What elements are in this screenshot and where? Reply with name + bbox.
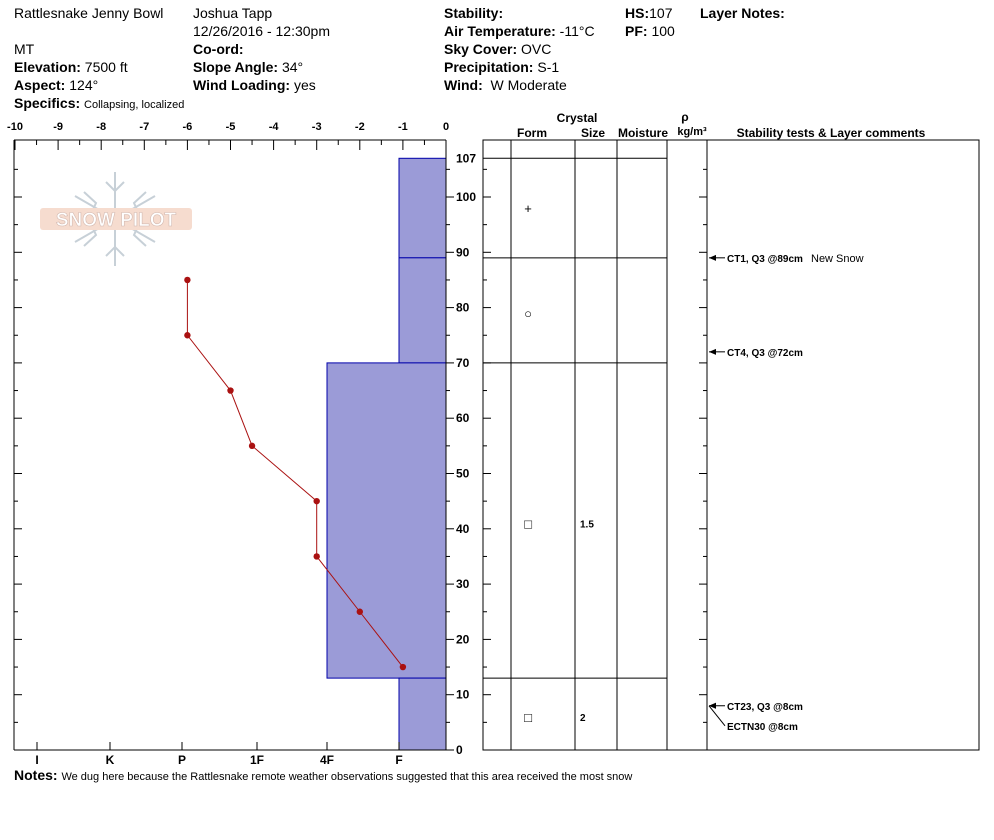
col-moisture: Moisture — [617, 126, 669, 140]
stability-test-label: ECTN30 @8cm — [727, 721, 798, 733]
temp-tick-label: -6 — [182, 121, 193, 133]
height-tick-label: 40 — [456, 521, 470, 536]
col-rho: ρ — [681, 110, 689, 124]
stability-tests — [709, 253, 864, 733]
col-size: Size — [580, 126, 606, 140]
elevation-label: Elevation: — [14, 59, 81, 75]
temperature-ticks — [7, 121, 449, 150]
hardness-label-4F: 4F — [319, 753, 335, 767]
temp-tick-label: 0 — [442, 121, 450, 133]
elevation-value: 7500 ft — [84, 59, 128, 75]
hs-label: HS: — [625, 5, 650, 21]
wind-label: Wind: — [444, 77, 483, 93]
temp-tick-label: -2 — [354, 121, 365, 133]
precip-label: Precipitation: — [444, 59, 534, 75]
temp-tick-label: -8 — [96, 121, 107, 133]
specifics-label: Specifics: — [14, 95, 81, 111]
crystal-form-symbol: □ — [524, 709, 532, 725]
stability-test-label: CT23, Q3 @8cm — [727, 701, 803, 713]
height-tick-label: 0 — [456, 743, 463, 757]
height-tick-label: 90 — [456, 245, 470, 260]
crystal-form-symbol: + — [524, 201, 532, 217]
height-tick-label: 100 — [456, 190, 477, 204]
hardness-label-1F: 1F — [249, 753, 265, 767]
layer-comment: New Snow — [811, 252, 864, 265]
hardness-layer-0 — [399, 158, 446, 258]
hardness-label-I: I — [35, 753, 39, 767]
height-tick-label: 20 — [456, 632, 470, 647]
slope-value: 34° — [281, 59, 304, 75]
temp-tick-label: -7 — [139, 121, 150, 133]
temp-tick-label: -3 — [311, 121, 322, 133]
specifics-value: Collapsing, localized — [84, 99, 185, 111]
arrow-icon — [709, 255, 716, 261]
crystal-form-symbol: ○ — [524, 306, 532, 322]
arrow-icon — [709, 349, 716, 355]
aspect-value: 124° — [69, 77, 99, 93]
slope-label: Slope Angle: — [193, 59, 279, 75]
wind-loading-label: Wind Loading: — [193, 77, 291, 93]
stability-label: Stability: — [444, 5, 504, 21]
observation-datetime: 12/26/2016 - 12:30pm — [193, 23, 330, 39]
aspect-label: Aspect: — [14, 77, 66, 93]
sky-label: Sky Cover: — [444, 41, 518, 57]
col-form: Form — [517, 126, 547, 140]
logo-text: SNOW PILOT — [55, 210, 177, 231]
wind-loading-value: yes — [293, 77, 316, 93]
col-crystal: Crystal — [556, 111, 598, 125]
temp-tick-label: -9 — [53, 121, 63, 133]
col-stability: Stability tests & Layer comments — [736, 126, 926, 140]
layer-table — [483, 140, 979, 750]
observer-name: Joshua Tapp — [193, 5, 273, 21]
temperature-point — [184, 332, 190, 338]
temp-tick-label: -10 — [7, 121, 23, 133]
height-tick-label: 80 — [456, 300, 470, 315]
pf-value: 100 — [651, 23, 675, 39]
temp-tick-label: -1 — [398, 121, 408, 133]
stability-test-pointer — [709, 706, 725, 726]
hardness-label-P: P — [177, 753, 187, 767]
temperature-point — [314, 553, 320, 559]
height-tick-label: 107 — [456, 151, 477, 166]
notes-text: We dug here because the Rattlesnake remote weather observations suggested that this area received the most snow — [61, 771, 633, 783]
sky-value: OVC — [521, 41, 552, 57]
temp-tick-label: -4 — [268, 121, 279, 133]
notes — [14, 767, 632, 785]
coord-label: Co-ord: — [193, 41, 244, 57]
temperature-point — [400, 664, 406, 670]
height-tick-label: 70 — [456, 355, 470, 370]
snowpilot-logo — [40, 172, 192, 266]
hardness-label-K: K — [105, 753, 115, 767]
crystal-symbols — [524, 201, 594, 725]
hardness-layer-2 — [327, 363, 446, 678]
stability-test-label: CT1, Q3 @89cm — [727, 253, 803, 265]
temperature-point — [227, 387, 233, 393]
state: MT — [14, 41, 35, 57]
height-tick-label: 30 — [456, 577, 470, 592]
wind-value: W Moderate — [490, 77, 567, 93]
hs-value: 107 — [649, 5, 673, 21]
height-tick-label: 50 — [456, 466, 470, 481]
hardness-label-F: F — [395, 753, 403, 767]
col-density: kg/m³ — [677, 126, 707, 138]
temperature-point — [184, 277, 190, 283]
height-tick-label: 10 — [456, 687, 470, 702]
temperature-point — [357, 609, 363, 615]
pf-label: PF: — [625, 23, 648, 39]
temp-tick-label: -5 — [225, 121, 236, 133]
height-tick-label: 60 — [456, 411, 470, 426]
stability-test-label: CT4, Q3 @72cm — [727, 347, 803, 359]
temperature-point — [314, 498, 320, 504]
hardness-layers — [327, 158, 446, 750]
crystal-form-symbol: □ — [524, 516, 532, 532]
crystal-size: 2 — [580, 712, 586, 724]
hardness-layer-1 — [399, 258, 446, 363]
hardness-ticks — [35, 742, 402, 767]
temperature-point — [249, 443, 255, 449]
hardness-layer-3 — [399, 678, 446, 750]
layer-notes-label: Layer Notes: — [700, 5, 785, 21]
location-name: Rattlesnake Jenny Bowl — [14, 5, 164, 21]
air-temp-value: -11°C — [559, 23, 595, 39]
precip-value: S-1 — [537, 59, 560, 75]
crystal-size: 1.5 — [580, 519, 594, 531]
air-temp-label: Air Temperature: — [444, 23, 556, 39]
notes-label: Notes: — [14, 767, 58, 783]
